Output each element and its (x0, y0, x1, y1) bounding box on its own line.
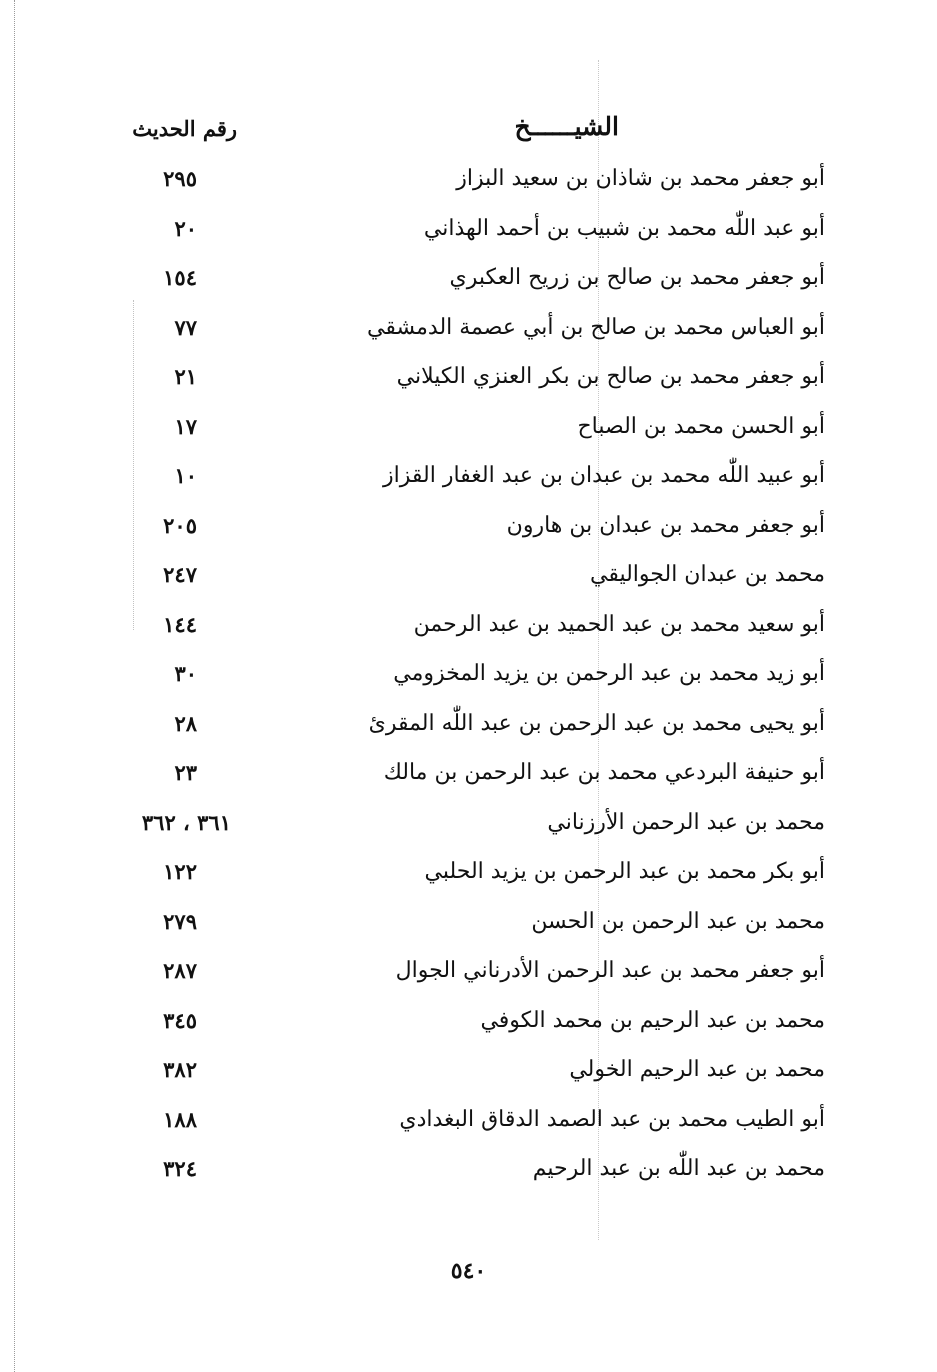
name-column-heading: الشيــــــخ (514, 112, 619, 141)
sheikh-name: أبو الحسن محمد بن الصباح (577, 413, 825, 439)
index-row (0, 1051, 937, 1101)
sheikh-name: محمد بن عبد الرحمن بن الحسن (531, 908, 825, 934)
sheikh-name: محمد بن عبد الرحيم بن محمد الكوفي (480, 1007, 825, 1033)
hadith-number: ٣٦١ ، ٣٦٢ (141, 809, 231, 835)
sheikh-name: محمد بن عبد اللّٰه بن عبد الرحيم (532, 1156, 825, 1181)
index-list (0, 160, 937, 1200)
index-row (0, 408, 937, 458)
sheikh-name: أبو جعفر محمد بن عبدان بن هارون (506, 512, 825, 538)
index-row (0, 853, 937, 903)
index-row (0, 754, 937, 804)
hadith-number: ٢٣ (174, 760, 197, 785)
sheikh-name: أبو جعفر محمد بن شاذان بن سعيد البزاز (456, 166, 825, 191)
index-row (0, 1150, 937, 1200)
sheikh-name: أبو يحيى محمد بن عبد الرحمن بن عبد اللّٰه المقرئ (368, 710, 825, 736)
sheikh-name: أبو زيد محمد بن عبد الرحمن بن يزيد المخزومي (393, 661, 825, 686)
hadith-number: ٢١ (174, 364, 197, 389)
sheikh-name: أبو بكر محمد بن عبد الرحمن بن يزيد الحلبي (424, 859, 825, 884)
hadith-number: ٧٧ (174, 314, 197, 340)
sheikh-name: أبو العباس محمد بن صالح بن أبي عصمة الدمشقي (367, 314, 825, 340)
hadith-number: ٣٠ (174, 661, 197, 686)
hadith-number: ٢٤٧ (163, 562, 197, 587)
index-row (0, 606, 937, 656)
index-row (0, 358, 937, 408)
sheikh-name: محمد بن عبدان الجواليقي (590, 562, 825, 587)
hadith-number: ٢٠٥ (163, 512, 197, 538)
index-row (0, 804, 937, 854)
hadith-number: ٣٤٥ (163, 1007, 197, 1033)
page-number: ٥٤٠ (450, 1258, 487, 1284)
hadith-number: ١٢٢ (163, 859, 197, 884)
sheikh-name: أبو عبد اللّٰه محمد بن شبيب بن أحمد الهذاني (423, 215, 825, 241)
index-row (0, 952, 937, 1002)
sheikh-name: أبو جعفر محمد بن عبد الرحمن الأدرناني الجوال (395, 958, 825, 983)
hadith-number: ١٤٤ (163, 611, 197, 637)
sheikh-name: أبو سعيد محمد بن عبد الحميد بن عبد الرحمن (413, 611, 825, 637)
index-row (0, 903, 937, 953)
hadith-number: ٢٧٩ (163, 908, 197, 934)
table-header (0, 112, 937, 148)
sheikh-name: محمد بن عبد الرحمن الأرزناني (547, 809, 825, 835)
hadith-number: ٣٨٢ (163, 1057, 197, 1082)
index-row (0, 705, 937, 755)
sheikh-name: أبو جعفر محمد بن صالح بن زريح العكبري (449, 265, 825, 290)
index-row (0, 309, 937, 359)
index-row (0, 1002, 937, 1052)
hadith-number: ١٧ (174, 413, 197, 439)
hadith-number: ٢٠ (174, 215, 197, 241)
index-row (0, 507, 937, 557)
hadith-number-column-heading: رقم الحديث (132, 116, 237, 141)
hadith-number: ١٥٤ (163, 265, 197, 290)
hadith-number: ٢٨٧ (163, 958, 197, 983)
index-row (0, 210, 937, 260)
sheikh-name: محمد بن عبد الرحيم الخولي (569, 1057, 825, 1082)
sheikh-name: أبو حنيفة البردعي محمد بن عبد الرحمن بن مالك (383, 760, 825, 785)
index-row (0, 457, 937, 507)
index-row (0, 259, 937, 309)
hadith-number: ١٠ (174, 463, 197, 488)
sheikh-name: أبو عبيد اللّٰه محمد بن عبدان بن عبد الغفار القزاز (383, 463, 825, 488)
index-row (0, 655, 937, 705)
index-row (0, 1101, 937, 1151)
hadith-number: ٢٩٥ (163, 166, 197, 191)
index-row (0, 556, 937, 606)
sheikh-name: أبو جعفر محمد بن صالح بن بكر العنزي الكيلاني (396, 364, 825, 389)
hadith-number: ٢٨ (174, 710, 197, 736)
sheikh-name: أبو الطيب محمد بن عبد الصمد الدقاق البغدادي (399, 1106, 825, 1132)
index-row (0, 160, 937, 210)
hadith-number: ١٨٨ (163, 1106, 197, 1132)
hadith-number: ٣٢٤ (163, 1156, 197, 1181)
